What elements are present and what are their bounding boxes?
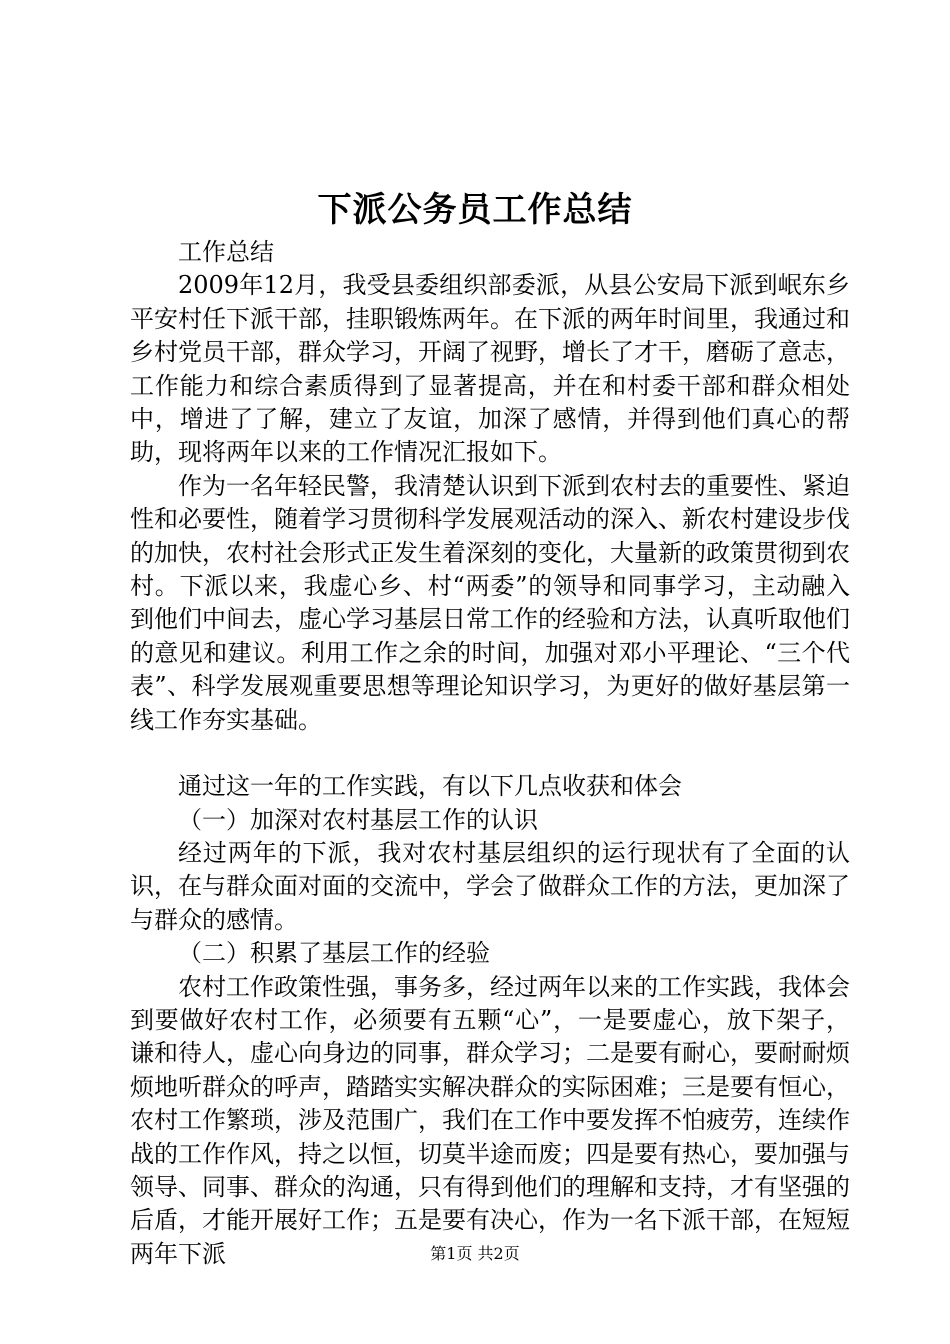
paragraph-intro: 2009年12月，我受县委组织部委派，从县公安局下派到岷东乡平安村任下派干部，挂职锻炼两年。在下派的两年时间里，我通过和乡村党员干部，群众学习，开阔了视野，增长了才干，磨砺了意志，工作能力和综合素质得到了显著提高，并在和村委干部和群众相处中，增进了了解，建立了友谊，加深了感情，并得到他们真心的帮助，现将两年以来的工作情况汇报如下。 (130, 271, 850, 467)
section-heading-2: （二）积累了基层工作的经验 (178, 939, 490, 968)
paragraph-section-1: 经过两年的下派，我对农村基层组织的运行现状有了全面的认识，在与群众面对面的交流中，学会了做群众工作的方法，更加深了与群众的感情。 (130, 838, 850, 934)
document-body (130, 236, 850, 1271)
paragraph-summary-lead: 通过这一年的工作实践，有以下几点收获和体会 (178, 772, 682, 801)
paragraph-heading: 工作总结 (178, 238, 274, 266)
section-heading-1: （一）加深对农村基层工作的认识 (178, 805, 538, 834)
page-footer: 第1页 共2页 (430, 1244, 520, 1263)
paragraph-awareness: 作为一名年轻民警，我清楚认识到下派到农村去的重要性、紧迫性和必要性，随着学习贯彻科学发展观活动的深入、新农村建设步伐的加快，农村社会形式正发生着深刻的变化，大量新的政策贯彻到农村。下派以来，我虚心乡、村“两委”的领导和同事学习，主动融入到他们中间去，虚心学习基层日常工作的经验和方法，认真听取他们的意见和建议。利用工作之余的时间，加强对邓小平理论、“三个代表”、科学发展观重要思想等理论知识学习，为更好的做好基层第一线工作夯实基础。 (130, 471, 850, 734)
paragraph-section-2: 农村工作政策性强，事务多，经过两年以来的工作实践，我体会到要做好农村工作，必须要有五颗“心”，一是要虚心，放下架子，谦和待人，虚心向身边的同事，群众学习；二是要有耐心，要耐耐烦烦地听群众的呼声，踏踏实实解决群众的实际困难；三是要有恒心，农村工作繁琐，涉及范围广，我们在工作中要发挥不怕疲劳，连续作战的工作作风，持之以恒，切莫半途而废；四是要有热心，要加强与领导、同事、群众的沟通，只有得到他们的理解和支持，才有坚强的后盾，才能开展好工作；五是要有决心，作为一名下派干部，在短短两年下派 (130, 972, 850, 1268)
paragraph-spacer (130, 737, 850, 770)
document-title: 下派公务员工作总结 (317, 190, 633, 230)
